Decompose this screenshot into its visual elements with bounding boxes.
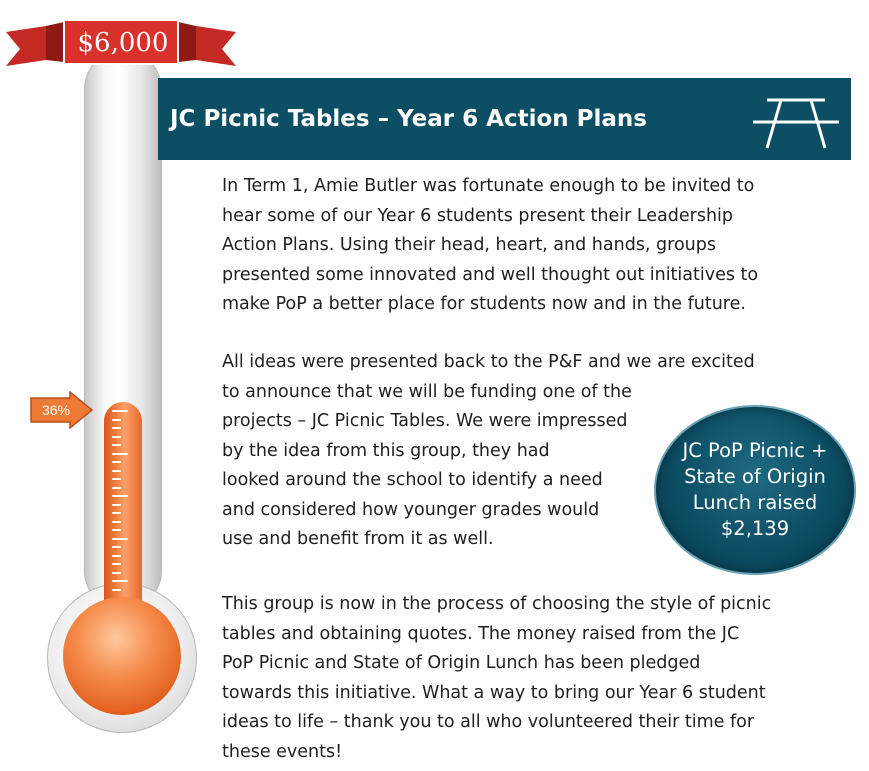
- text-line: All ideas were presented back to the P&F and we are excited: [222, 352, 755, 372]
- text-line: make PoP a better place for students now and in the future.: [222, 294, 746, 314]
- thermometer-tick: [112, 495, 128, 497]
- text-line: tables and obtaining quotes. The money raised from the JC: [222, 623, 740, 644]
- thermometer-tick: [112, 521, 121, 523]
- thermometer-tick: [112, 427, 121, 429]
- thermometer-tick: [112, 589, 121, 591]
- text-line: use and benefit from it as well.: [222, 529, 494, 549]
- paragraph-1: [222, 172, 842, 320]
- fundraising-badge: [654, 405, 856, 575]
- text-line: and considered how younger grades would: [222, 499, 600, 520]
- text-line: looked around the school to identify a need: [222, 470, 603, 490]
- text-line: This group is now in the process of choosing the style of picnic: [222, 594, 772, 614]
- thermometer-tick: [112, 478, 121, 480]
- text-line: hear some of our Year 6 students present their Leadership: [222, 205, 734, 226]
- thermometer-tick: [112, 487, 121, 489]
- page-title: JC Picnic Tables – Year 6 Action Plans: [170, 106, 647, 132]
- goal-amount: $6,000: [77, 28, 169, 58]
- text-line: presented some innovated and well thought out initiatives to: [222, 264, 759, 285]
- picnic-table-icon: [751, 86, 841, 152]
- text-line: PoP Picnic and State of Origin Lunch has been pledged: [222, 653, 701, 673]
- thermometer-tick: [112, 410, 128, 412]
- thermometer-tick: [112, 580, 128, 582]
- badge-amount: $2,139: [720, 517, 790, 540]
- progress-percent: 36%: [41, 402, 71, 418]
- thermometer-tick: [112, 504, 121, 506]
- badge-line: JC PoP Picnic +: [682, 439, 828, 462]
- thermometer-tick: [112, 555, 121, 557]
- text-line: projects – JC Picnic Tables. We were impressed: [222, 411, 628, 431]
- text-line: to announce that we will be funding one of the: [222, 381, 632, 402]
- thermometer-tick: [112, 470, 121, 472]
- text-line: In Term 1, Amie Butler was fortunate enough to be invited to: [222, 176, 755, 196]
- text-line: ideas to life – thank you to all who volunteered their time for: [222, 712, 755, 732]
- thermometer-tick: [112, 461, 121, 463]
- thermometer-tick: [112, 436, 121, 438]
- badge-line: State of Origin: [684, 465, 826, 488]
- thermometer-tick: [112, 453, 128, 455]
- thermometer-tick: [112, 512, 121, 514]
- thermometer-tick: [112, 572, 121, 574]
- badge-line: Lunch raised: [692, 491, 818, 514]
- text-line: by the idea from this group, they had: [222, 440, 550, 461]
- thermometer-tick: [112, 538, 128, 540]
- thermometer-tick: [112, 563, 121, 565]
- text-line: these events!: [222, 741, 343, 762]
- text-line: towards this initiative. What a way to bring our Year 6 student: [222, 682, 766, 703]
- thermometer-tick: [112, 444, 121, 446]
- header-bar: [158, 78, 851, 160]
- text-line: Action Plans. Using their head, heart, and hands, groups: [222, 235, 716, 255]
- thermometer-tick: [112, 546, 121, 548]
- thermometer-ticks: [104, 410, 144, 600]
- thermometer-tick: [112, 419, 121, 421]
- paragraph-3: [222, 590, 842, 767]
- thermometer-bulb-fill: [63, 597, 181, 715]
- thermometer-tick: [112, 529, 121, 531]
